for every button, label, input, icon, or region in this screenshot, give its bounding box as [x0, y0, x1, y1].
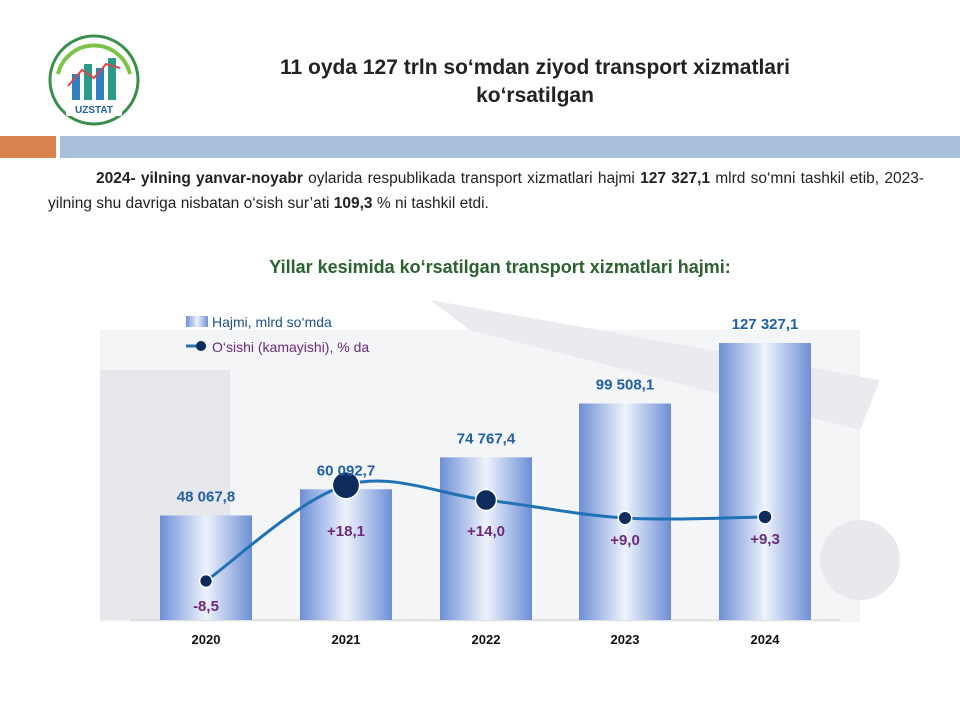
legend-line-label: O‘sishi (kamayishi), % da — [212, 339, 370, 355]
x-tick-label: 2021 — [331, 632, 361, 647]
bar-value-label: 127 327,1 — [731, 316, 799, 333]
page-title — [170, 54, 900, 110]
blue-band — [60, 136, 960, 158]
para-text-3: % ni tashkil etdi. — [372, 195, 489, 212]
growth-value-label: +9,3 — [750, 530, 780, 548]
growth-point-2022 — [476, 490, 497, 511]
title-line-2: ko‘rsatilgan — [476, 84, 594, 107]
bar-value-label: 74 767,4 — [456, 430, 516, 448]
logo-text: UZSTAT — [75, 105, 113, 116]
growth-value-label: -8,5 — [193, 598, 219, 615]
chart-title: Yillar kesimida ko‘rsatilgan transport xizmatlari hajmi: — [269, 257, 731, 277]
para-text-1: oylarida respublikada transport xizmatlari hajmi — [302, 170, 641, 187]
legend-bar-swatch — [186, 316, 208, 327]
bar-2024 — [719, 343, 811, 620]
x-tick-label: 2020 — [191, 632, 221, 647]
orange-band — [0, 136, 56, 158]
x-tick-label: 2022 — [471, 632, 501, 647]
uzstat-logo — [48, 34, 140, 126]
bar-value-label: 99 508,1 — [595, 376, 655, 394]
para-period: 2024- yilning yanvar-noyabr — [96, 170, 303, 187]
x-tick-label: 2023 — [610, 632, 640, 647]
legend-line-marker — [196, 341, 206, 351]
legend-bar-label: Hajmi, mlrd so‘mda — [212, 314, 332, 330]
growth-point-2024 — [758, 510, 772, 524]
growth-value-label: +14,0 — [467, 523, 505, 540]
growth-value-label: +18,1 — [327, 523, 365, 540]
growth-point-2020 — [200, 575, 213, 588]
bar-value-label: 48 067,8 — [176, 488, 236, 506]
bar-value-label: 60 092,7 — [316, 462, 376, 480]
title-line-1: 11 oyda 127 trln so‘mdan ziyod transport xizmatlari — [280, 56, 790, 79]
chart — [0, 290, 960, 670]
para-growth: 109,3 — [333, 195, 373, 212]
para-volume: 127 327,1 — [640, 170, 710, 187]
summary-paragraph — [48, 166, 924, 216]
growth-point-2023 — [618, 511, 632, 525]
growth-value-label: +9,0 — [610, 531, 640, 549]
bar-2021 — [300, 489, 392, 620]
x-tick-label: 2024 — [750, 632, 780, 647]
para-text-2: mlrd so‘mni tashkil etib, 2023- yilning shu davriga nisbatan o‘sish sur’ati — [48, 170, 924, 212]
